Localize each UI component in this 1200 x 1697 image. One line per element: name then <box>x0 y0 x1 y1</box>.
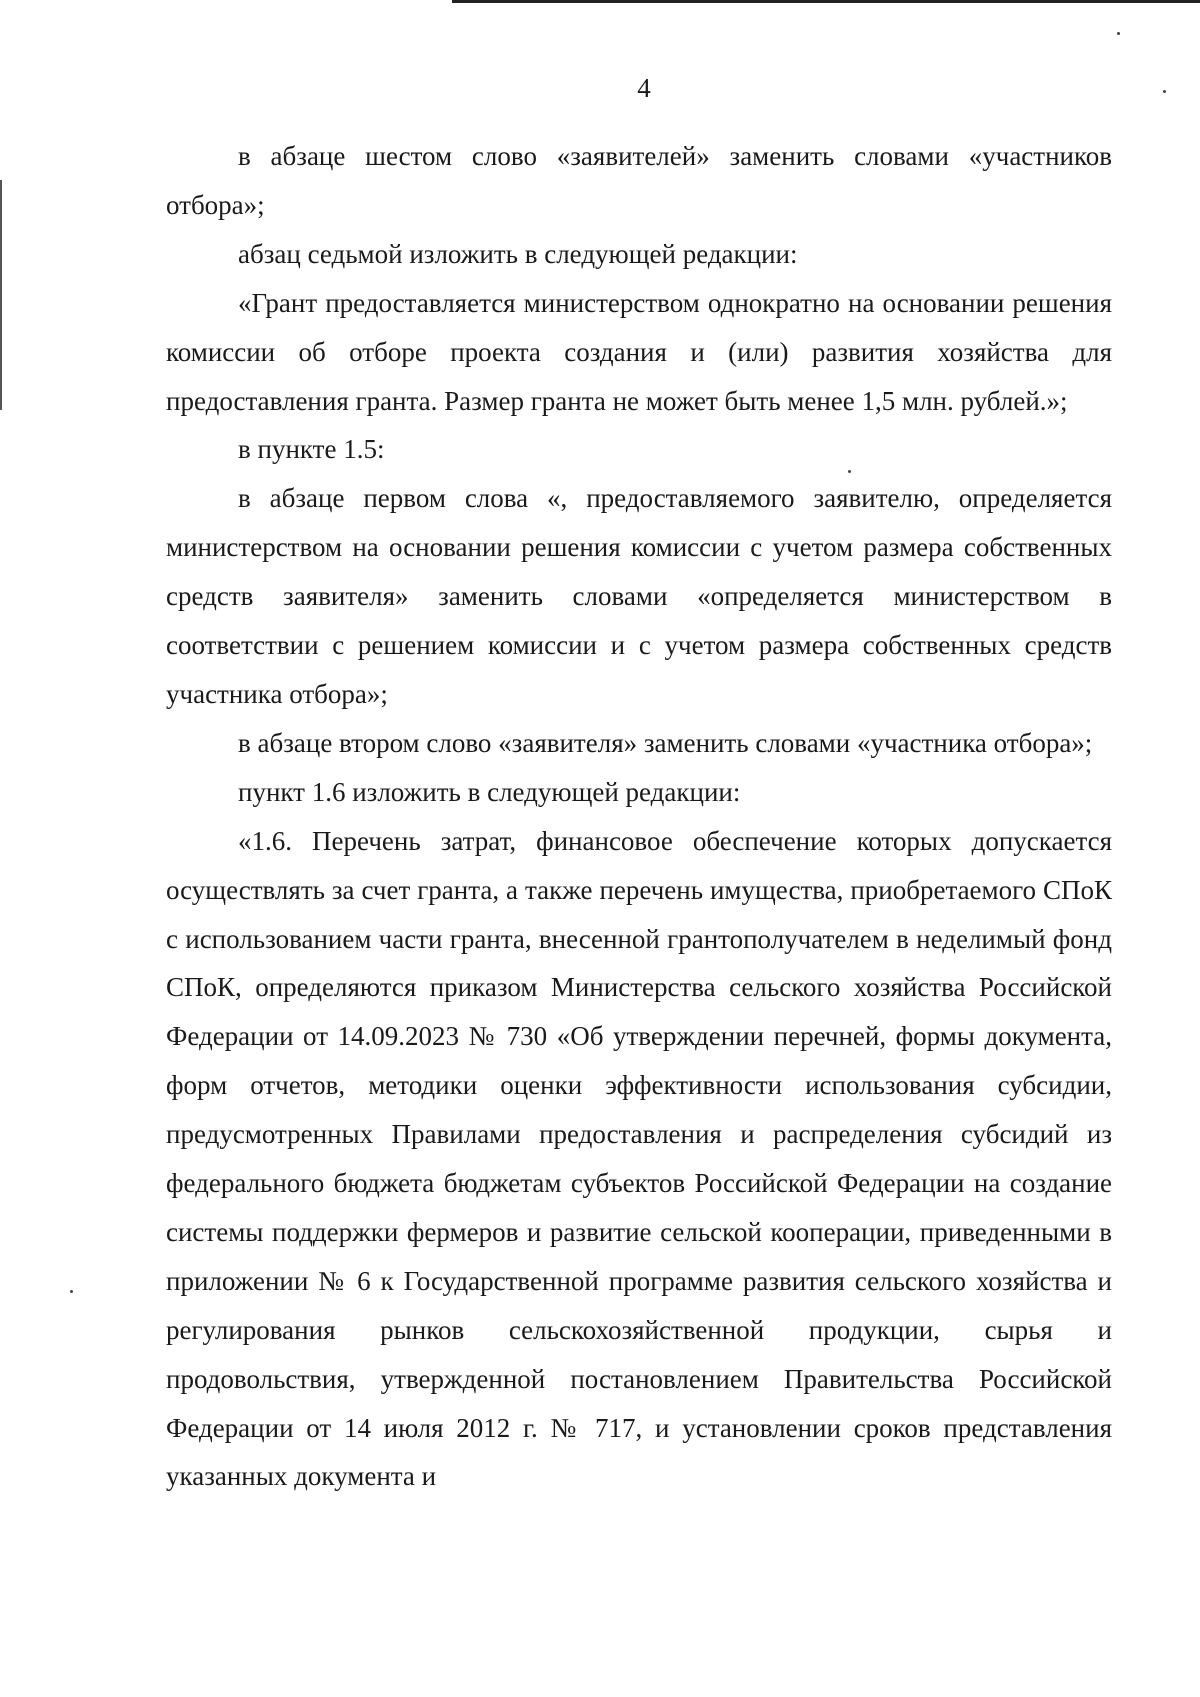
paragraph: пункт 1.6 изложить в следующей редакции: <box>238 776 741 807</box>
scan-edge-left <box>0 180 2 410</box>
document-body <box>166 132 1112 1501</box>
paragraph: «1.6. Перечень затрат, финансовое обеспечение которых допускается осуществлять за счет гранта, а также перечень имущества, приобретаемого СПоК с использованием части гранта, внесенной грантополучателем в неделимый фонд СПоК, определяются приказом Министерства сельского хозяйства Российской Федерации от 14.09.2023 № 730 «Об утверждении перечней, формы документа, форм отчетов, методики оценки эффективности использования субсидии, предусмотренных Правилами предоставления и распределения субсидий из федерального бюджета бюджетам субъектов Российской Федерации на создание системы поддержки фермеров и развитие сельской кооперации, приведенными в приложении № 6 к Государственной программе развития сельского хозяйства и регулирования рынков сельскохозяйственной продукции, сырья и продовольствия, утвержденной постановлением Правительства Российской Федерации от 14 июля 2012 г. № 717, и установлении сроков представления указанных документа и <box>166 825 1112 1492</box>
paragraph: абзац седьмой изложить в следующей редакции: <box>238 238 798 269</box>
scan-speck <box>1117 32 1120 35</box>
page-number: 4 <box>637 73 651 103</box>
scan-edge-top <box>452 0 1200 3</box>
paragraph: в абзаце втором слово «заявителя» заменить словами «участника отбора»; <box>238 727 1093 758</box>
paragraph: в абзаце первом слова «, предоставляемого заявителю, определяется министерством на основании решения комиссии с учетом размера собственных средств заявителя» заменить словами «определяется министерством в соответствии с решением комиссии и с учетом размера собственных средств участника отбора»; <box>166 483 1112 709</box>
paragraph: в пункте 1.5: <box>238 434 385 465</box>
paragraph: в абзаце шестом слово «заявителей» заменить словами «участников отбора»; <box>166 141 1112 220</box>
scan-speck <box>70 1290 73 1293</box>
paragraph: «Грант предоставляется министерством однократно на основании решения комиссии об отборе проекта создания и (или) развития хозяйства для предоставления гранта. Размер гранта не может быть менее 1,5 млн. рублей.»; <box>166 287 1112 416</box>
